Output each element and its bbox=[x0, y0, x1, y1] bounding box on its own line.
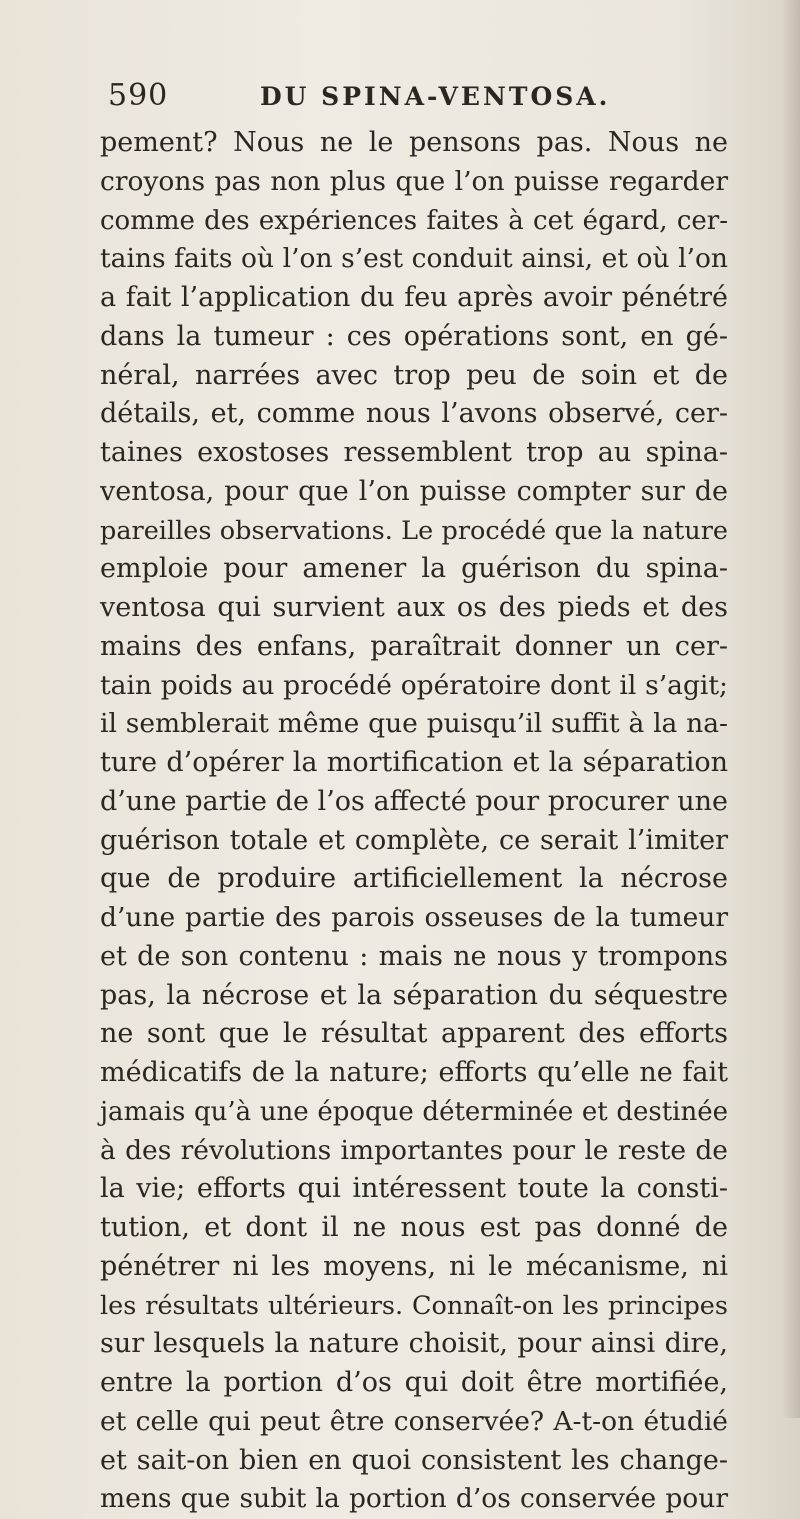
text-line: entre la portion d’os qui doit être mortifiée, bbox=[100, 1367, 728, 1398]
running-title: DU SPINA-VENTOSA. bbox=[260, 82, 611, 111]
text-line: les résultats ultérieurs. Connaît-on les principes bbox=[100, 1290, 728, 1321]
text-line: mains des enfans, paraîtrait donner un cer- bbox=[100, 630, 728, 662]
page-number: 590 bbox=[108, 78, 169, 113]
text-line: pement? Nous ne le pensons pas. Nous ne bbox=[100, 127, 728, 158]
text-line: pénétrer ni les moyens, ni le mécanisme, ni bbox=[100, 1250, 728, 1282]
text-line: mens que subit la portion d’os conservée pour bbox=[100, 1483, 728, 1515]
page-edge-shadow bbox=[782, 0, 800, 1418]
text-line: dans la tumeur : ces opérations sont, en gé- bbox=[100, 320, 728, 352]
text-line: d’une partie de l’os affecté pour procurer une bbox=[100, 785, 728, 817]
text-line: taines exostoses ressemblent trop au spina- bbox=[100, 437, 728, 468]
body-text bbox=[100, 124, 728, 1519]
text-line: emploie pour amener la guérison du spina- bbox=[100, 553, 728, 585]
text-line: la vie; efforts qui intéressent toute la consti- bbox=[100, 1173, 728, 1205]
text-line: tution, et dont il ne nous est pas donné de bbox=[100, 1212, 728, 1243]
text-line: détails, et, comme nous l’avons observé, cer- bbox=[100, 398, 728, 430]
text-line: pareilles observations. Le procédé que la nature bbox=[100, 515, 728, 546]
text-line: et sait-on bien en quoi consistent les change- bbox=[100, 1444, 728, 1476]
text-line: comme des expériences faites à cet égard, cer- bbox=[100, 205, 728, 236]
page-header bbox=[108, 74, 648, 118]
text-line: croyons pas non plus que l’on puisse regarder bbox=[100, 165, 728, 197]
text-line: que de produire artificiellement la nécrose bbox=[100, 863, 728, 895]
text-line: néral, narrées avec trop peu de soin et de bbox=[100, 359, 728, 391]
text-line: médicatifs de la nature; efforts qu’elle ne fait bbox=[100, 1057, 728, 1088]
text-line: ventosa qui survient aux os des pieds et des bbox=[100, 592, 728, 623]
text-line: à des révolutions importantes pour le reste de bbox=[100, 1134, 728, 1166]
text-line: pas, la nécrose et la séparation du séquestre bbox=[100, 979, 728, 1011]
text-line: sur lesquels la nature choisit, pour ainsi dire, bbox=[100, 1328, 728, 1360]
text-line: et celle qui peut être conservée? A-t-on étudié bbox=[100, 1405, 728, 1437]
text-line: guérison totale et complète, ce serait l’imiter bbox=[100, 824, 728, 856]
text-line: jamais qu’à une époque déterminée et destinée bbox=[100, 1096, 728, 1127]
text-line: a fait l’application du feu après avoir pénétré bbox=[100, 282, 728, 313]
text-line: et de son contenu : mais ne nous y trompons bbox=[100, 940, 728, 972]
text-line: ture d’opérer la mortification et la séparation bbox=[100, 747, 728, 778]
text-line: tain poids au procédé opératoire dont il s’agit; bbox=[100, 669, 728, 701]
text-line: il semblerait même que puisqu’il suffit à la na- bbox=[100, 708, 728, 740]
text-line: tains faits où l’on s’est conduit ainsi, et où l’on bbox=[100, 243, 728, 275]
text-line: ventosa, pour que l’on puisse compter sur de bbox=[100, 475, 728, 507]
text-line: ne sont que le résultat apparent des efforts bbox=[100, 1018, 728, 1050]
text-line: d’une partie des parois osseuses de la tumeur bbox=[100, 902, 728, 933]
